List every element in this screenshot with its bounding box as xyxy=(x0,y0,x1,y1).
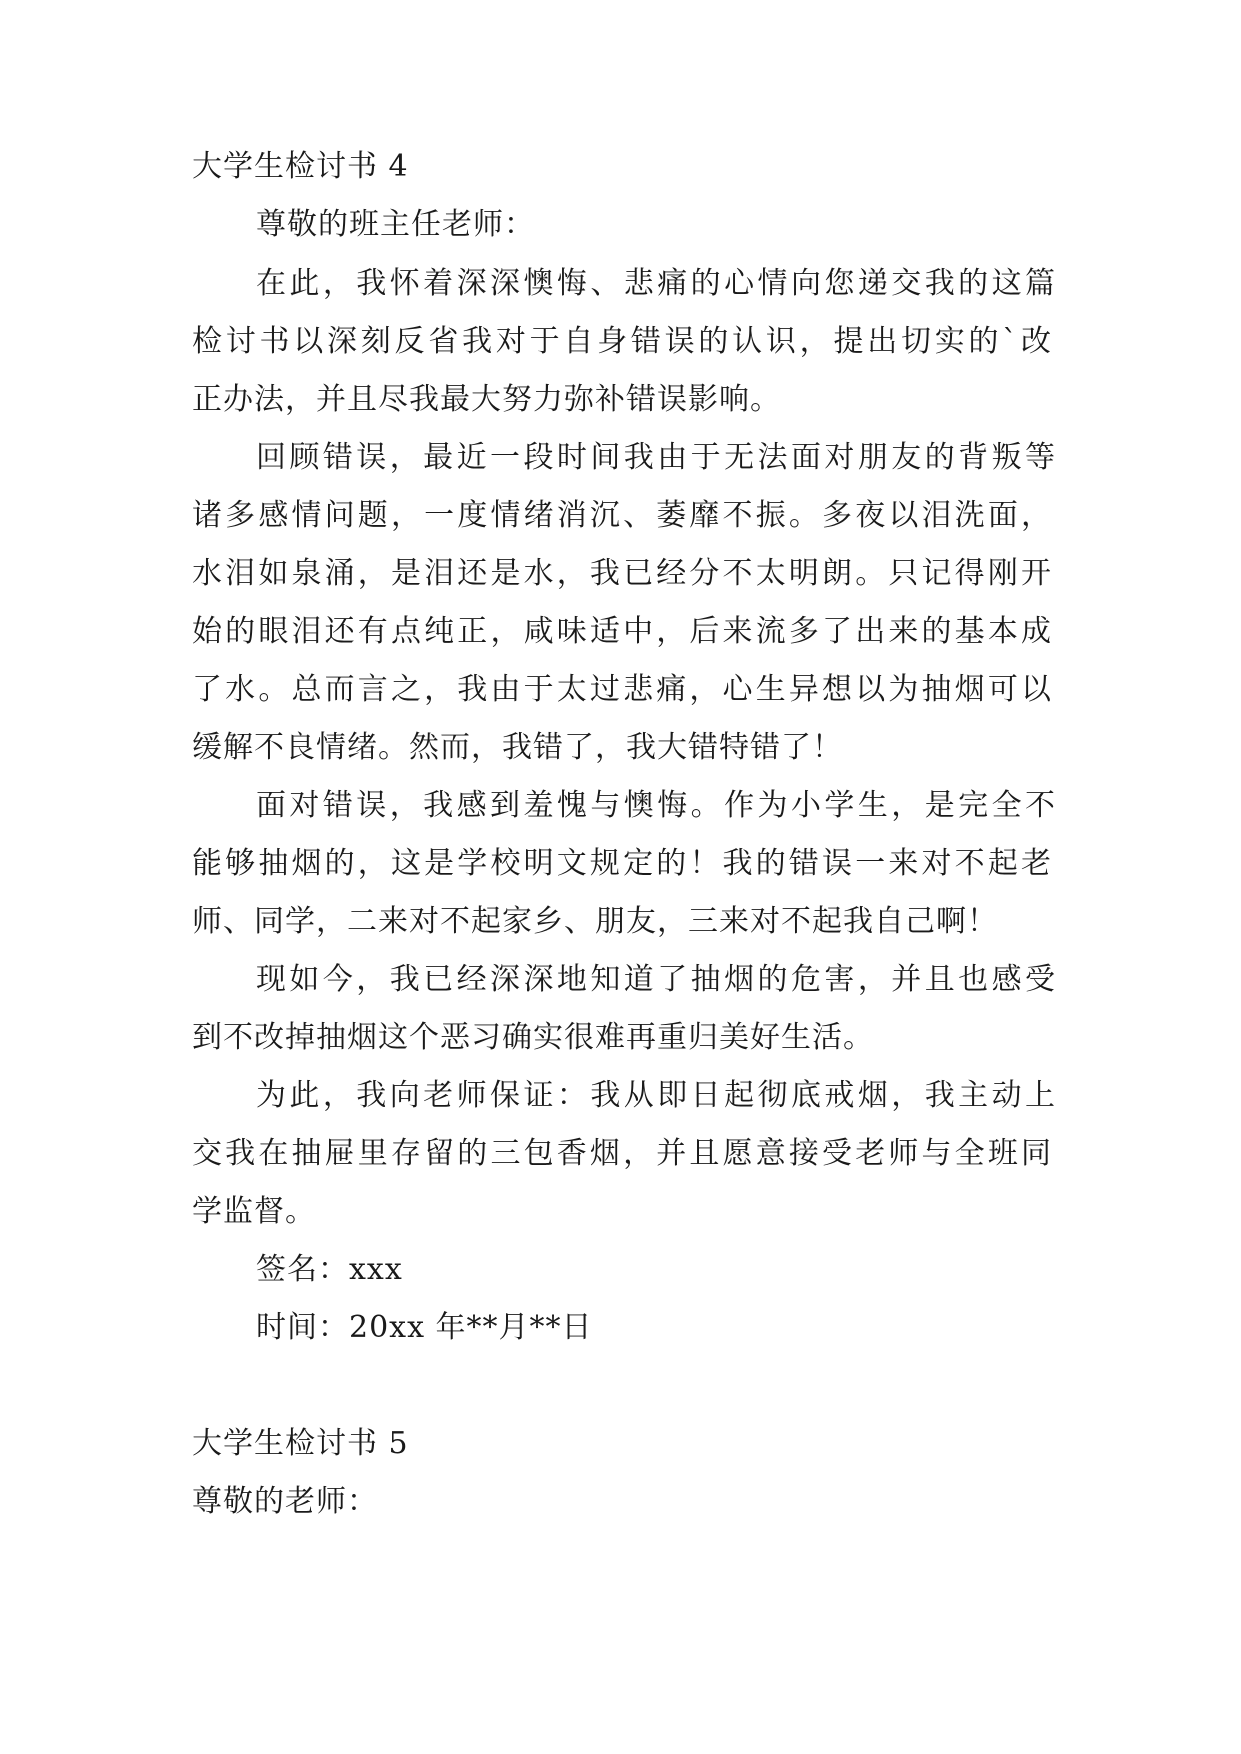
letter5-title: 大学生检讨书 5 xyxy=(192,1426,409,1461)
letter4-title: 大学生检讨书 4 xyxy=(192,149,409,184)
p3-line1: 面对错误，我感到羞愧与懊悔。作为小学生，是完全不 xyxy=(256,788,1056,823)
p4-line1: 现如今，我已经深深地知道了抽烟的危害，并且也感受 xyxy=(256,962,1056,997)
p2-line2: 诸多感情问题，一度情绪消沉、萎靡不振。多夜以泪洗面， xyxy=(192,498,1052,533)
letter4-signature: 签名：xxx xyxy=(256,1252,403,1287)
p5-line1: 为此，我向老师保证：我从即日起彻底戒烟，我主动上 xyxy=(256,1078,1056,1113)
p3-line2: 能够抽烟的，这是学校明文规定的！我的错误一来对不起老 xyxy=(192,846,1052,881)
letter4-date: 时间：20xx 年**月**日 xyxy=(256,1310,593,1345)
p2-line6: 缓解不良情绪。然而，我错了，我大错特错了！ xyxy=(192,730,843,765)
p5-line3: 学监督。 xyxy=(192,1194,316,1229)
letter4-salutation: 尊敬的班主任老师： xyxy=(256,207,535,242)
p4-line2: 到不改掉抽烟这个恶习确实很难再重归美好生活。 xyxy=(192,1020,874,1055)
p2-line4: 始的眼泪还有点纯正，咸味适中，后来流多了出来的基本成 xyxy=(192,614,1052,649)
p2-line1: 回顾错误，最近一段时间我由于无法面对朋友的背叛等 xyxy=(256,440,1056,475)
p1-line1: 在此，我怀着深深懊悔、悲痛的心情向您递交我的这篇 xyxy=(256,266,1056,301)
p2-line3: 水泪如泉涌，是泪还是水，我已经分不太明朗。只记得刚开 xyxy=(192,556,1052,591)
p2-line5: 了水。总而言之，我由于太过悲痛，心生异想以为抽烟可以 xyxy=(192,672,1052,707)
letter5-salutation: 尊敬的老师： xyxy=(192,1484,378,1519)
p3-line3: 师、同学，二来对不起家乡、朋友，三来对不起我自己啊！ xyxy=(192,904,998,939)
p1-line2: 检讨书以深刻反省我对于自身错误的认识，提出切实的`改 xyxy=(192,324,1052,359)
p5-line2: 交我在抽屉里存留的三包香烟，并且愿意接受老师与全班同 xyxy=(192,1136,1052,1171)
p1-line3: 正办法，并且尽我最大努力弥补错误影响。 xyxy=(192,382,781,417)
